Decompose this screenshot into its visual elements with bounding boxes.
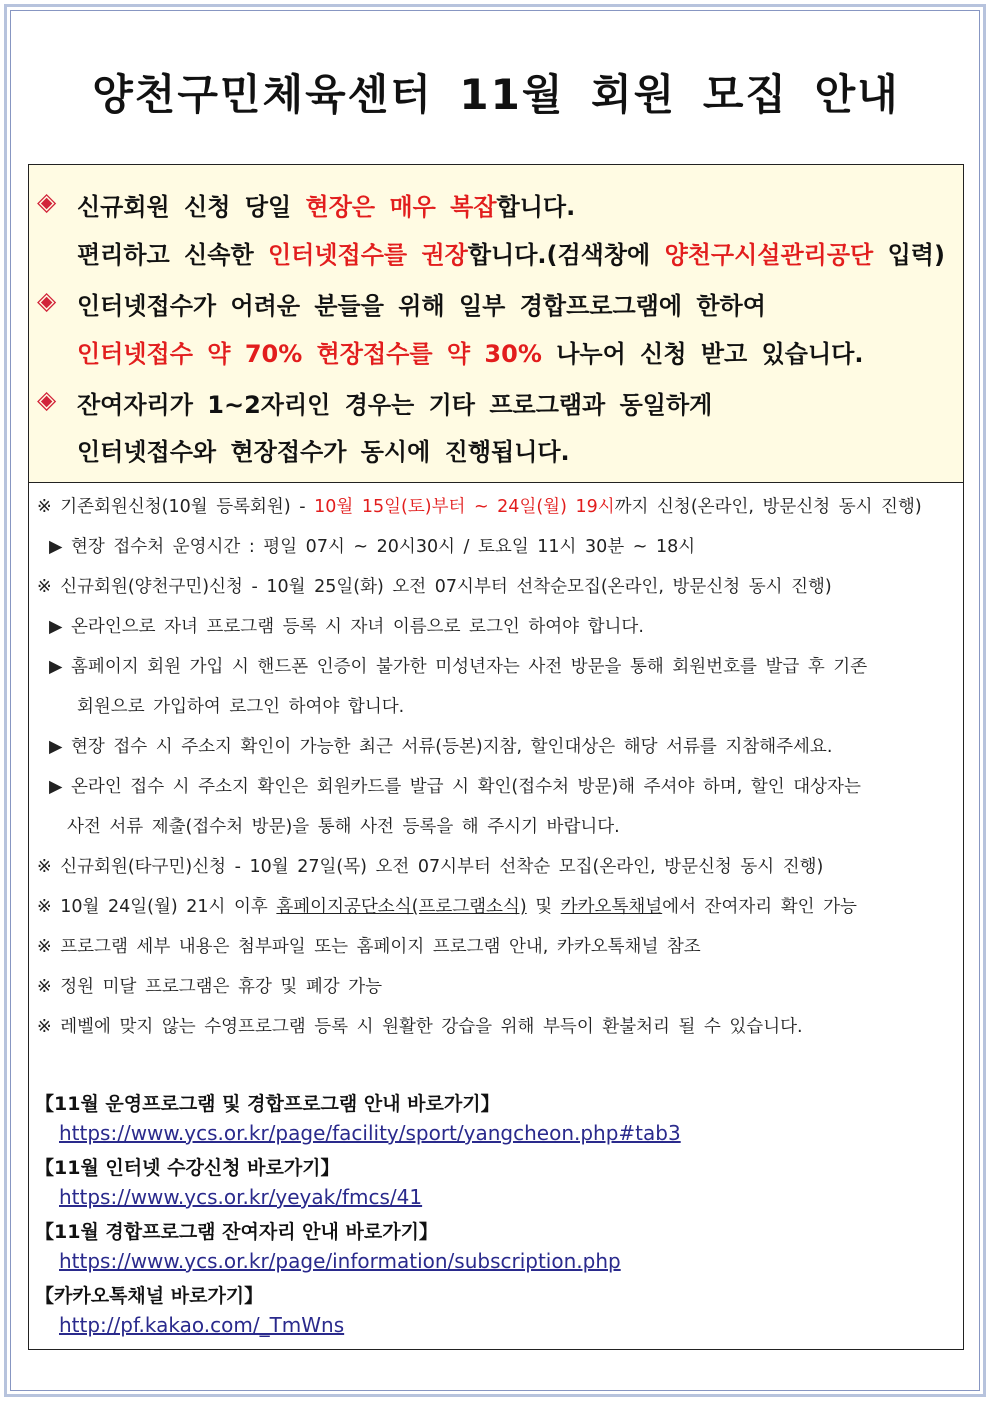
notice-text: 신규회원 신청 당일 bbox=[77, 193, 306, 221]
link-subscription-url[interactable]: https://www.ycs.or.kr/page/information/subscription.php bbox=[59, 1249, 621, 1273]
detail-line: ※ 기존회원신청(10월 등록회원) - 10월 15일(토)부터 ~ 24일(월) 19시까지 신청(온라인, 방문신청 동시 진행) bbox=[37, 497, 922, 517]
notice-text: 합니다.(검색창에 bbox=[467, 241, 665, 269]
diamond-bullet-icon: ◈ bbox=[37, 385, 57, 414]
link-programs-url[interactable]: https://www.ycs.or.kr/page/facility/sport/yangcheon.php#tab3 bbox=[59, 1121, 681, 1145]
detail-line: ※ 신규회원(타구민)신청 - 10월 27일(목) 오전 07시부터 선착순 모집(온라인, 방문신청 동시 진행) bbox=[37, 857, 824, 877]
diamond-bullet-icon: ◈ bbox=[37, 187, 57, 216]
detail-line: ※ 정원 미달 프로그램은 휴강 및 폐강 가능 bbox=[37, 977, 383, 997]
notice-highlight: 현장은 매우 복잡 bbox=[305, 193, 497, 221]
detail-line: ▶ 현장 접수처 운영시간 : 평일 07시 ~ 20시30시 / 토요일 11시 30분 ~ 18시 bbox=[49, 537, 696, 557]
detail-line: ※ 신규회원(양천구민)신청 - 10월 25일(화) 오전 07시부터 선착순모집(온라인, 방문신청 동시 진행) bbox=[37, 577, 832, 597]
notice-highlight: 양천구시설관리공단 bbox=[664, 241, 874, 269]
detail-line: ▶ 온라인으로 자녀 프로그램 등록 시 자녀 이름으로 로그인 하여야 합니다. bbox=[49, 617, 644, 637]
notice-text: 인터넷접수와 현장접수가 동시에 진행됩니다. bbox=[77, 438, 570, 466]
notice-text: 입력) bbox=[873, 241, 945, 269]
notice-highlight: 인터넷접수 약 70% 현장접수를 약 30% bbox=[77, 340, 542, 368]
link-registration-url[interactable]: https://www.ycs.or.kr/yeyak/fmcs/41 bbox=[59, 1185, 423, 1209]
content-box bbox=[28, 164, 964, 1350]
detail-line: ※ 레벨에 맞지 않는 수영프로그램 등록 시 원활한 강습을 위해 부득이 환불처리 될 수 있습니다. bbox=[37, 1017, 803, 1037]
detail-line: 사전 서류 제출(접수처 방문)을 통해 사전 등록을 해 주시기 바랍니다. bbox=[67, 817, 620, 837]
notice-text: 잔여자리가 1~2자리인 경우는 기타 프로그램과 동일하게 bbox=[77, 391, 713, 419]
link-kakao-url[interactable]: http://pf.kakao.com/_TmWns bbox=[59, 1313, 345, 1337]
diamond-bullet-icon: ◈ bbox=[37, 286, 57, 315]
notice-panel bbox=[29, 165, 963, 483]
detail-line: ※ 프로그램 세부 내용은 첨부파일 또는 홈페이지 프로그램 안내, 카카오톡채널 참조 bbox=[37, 937, 701, 957]
link-heading-registration: 【11월 인터넷 수강신청 바로가기】 bbox=[35, 1157, 340, 1179]
link-heading-programs: 【11월 운영프로그램 및 경합프로그램 안내 바로가기】 bbox=[35, 1093, 500, 1115]
notice-highlight: 인터넷접수를 권장 bbox=[268, 241, 468, 269]
page-title: 양천구민체육센터 11월 회원 모집 안내 bbox=[92, 70, 900, 119]
notice-text: 인터넷접수가 어려운 분들을 위해 일부 경합프로그램에 한하여 bbox=[77, 292, 766, 320]
notice-text: 나누어 신청 받고 있습니다. bbox=[541, 340, 864, 368]
detail-line: ※ 10월 24일(월) 21시 이후 홈페이지공단소식(프로그램소식) 및 카카오톡채널에서 잔여자리 확인 가능 bbox=[37, 897, 857, 917]
notice-text: 합니다. bbox=[496, 193, 576, 221]
detail-line: 회원으로 가입하여 로그인 하여야 합니다. bbox=[77, 697, 405, 717]
link-heading-subscription: 【11월 경합프로그램 잔여자리 안내 바로가기】 bbox=[35, 1221, 438, 1243]
detail-line: ▶ 홈페이지 회원 가입 시 핸드폰 인증이 불가한 미성년자는 사전 방문을 통해 회원번호를 발급 후 기존 bbox=[49, 657, 868, 677]
notice-text: 편리하고 신속한 bbox=[77, 241, 268, 269]
notice-news-link[interactable]: 홈페이지공단소식(프로그램소식) bbox=[276, 897, 527, 917]
detail-line: ▶ 온라인 접수 시 주소지 확인은 회원카드를 발급 시 확인(접수처 방문)해 주셔야 하며, 할인 대상자는 bbox=[49, 777, 861, 797]
link-heading-kakao: 【카카오톡채널 바로가기】 bbox=[35, 1285, 264, 1307]
detail-line: ▶ 현장 접수 시 주소지 확인이 가능한 최근 서류(등본)지참, 할인대상은 해당 서류를 지참해주세요. bbox=[49, 737, 833, 757]
kakao-channel-link[interactable]: 카카오톡채널 bbox=[560, 897, 663, 917]
